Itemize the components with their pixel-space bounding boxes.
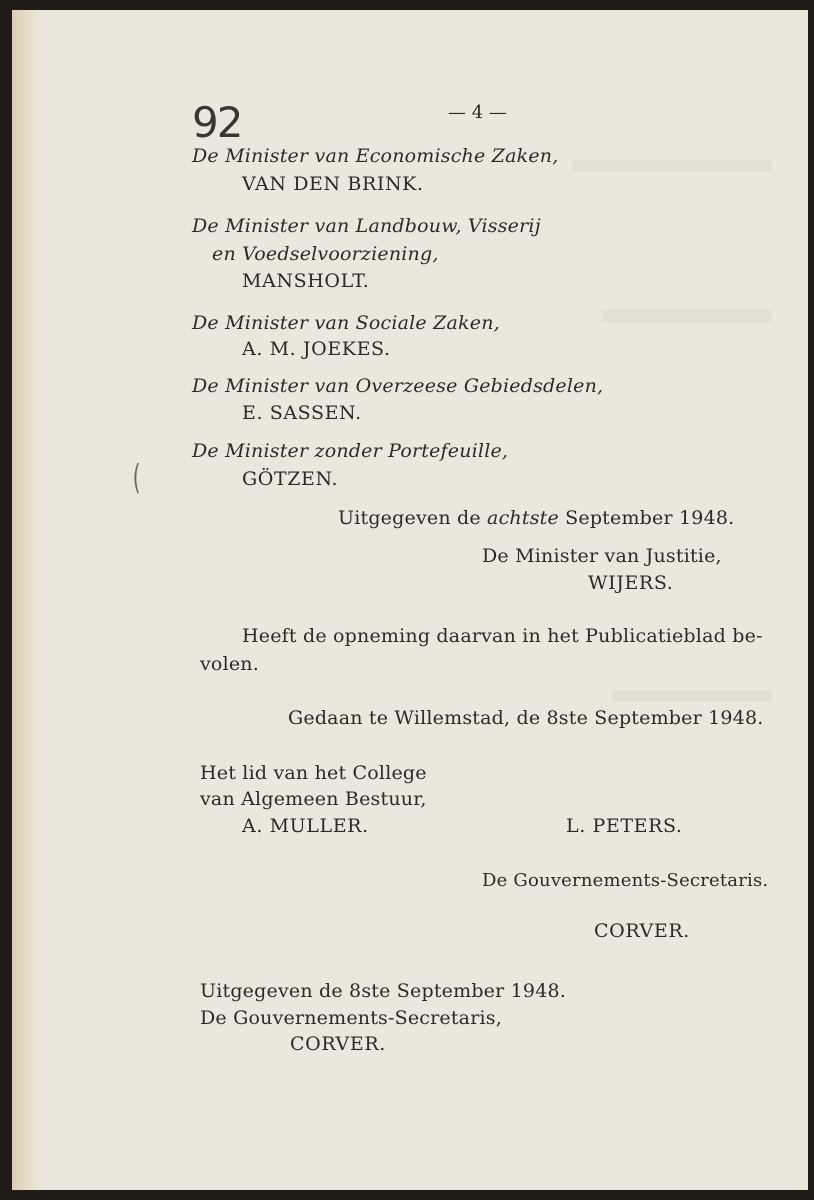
page-spine-shadow bbox=[12, 10, 42, 1190]
margin-mark: ( bbox=[132, 458, 141, 498]
college-line-2: van Algemeen Bestuur, bbox=[200, 788, 427, 810]
page-number: — 4 — bbox=[448, 102, 507, 123]
college-line-1: Het lid van het College bbox=[200, 762, 427, 784]
minister-name-agriculture: MANSHOLT. bbox=[242, 270, 370, 292]
secretary-title: De Gouvernements-Secretaris. bbox=[482, 870, 769, 891]
minister-name-without-portfolio: GÖTZEN. bbox=[242, 468, 339, 490]
minister-name-overseas: E. SASSEN. bbox=[242, 402, 362, 424]
minister-title-agriculture-2: en Voedselvoorziening, bbox=[212, 243, 439, 265]
minister-name-economic: VAN DEN BRINK. bbox=[242, 173, 424, 195]
order-line-1: Heeft de opneming daarvan in het Publicatieblad be- bbox=[242, 625, 763, 647]
justice-minister-title: De Minister van Justitie, bbox=[482, 545, 722, 567]
minister-name-social: A. M. JOEKES. bbox=[242, 338, 391, 360]
bleed-through-3 bbox=[612, 690, 772, 702]
minister-title-economic: De Minister van Economische Zaken, bbox=[192, 145, 559, 167]
bleed-through-2 bbox=[602, 310, 772, 322]
second-signer-name: L. PETERS. bbox=[566, 815, 683, 837]
bleed-through-1 bbox=[572, 160, 772, 172]
handwritten-page-number: 92 bbox=[192, 98, 242, 147]
issued-date-1: Uitgegeven de achtste September 1948. bbox=[338, 507, 735, 529]
secretary-name: CORVER. bbox=[594, 920, 690, 942]
document-page bbox=[12, 10, 808, 1190]
college-signer-name: A. MULLER. bbox=[242, 815, 369, 837]
minister-title-overseas: De Minister van Overzeese Gebiedsdelen, bbox=[192, 375, 604, 397]
minister-title-without-portfolio: De Minister zonder Portefeuille, bbox=[192, 440, 509, 462]
issued-date-2: Uitgegeven de 8ste September 1948. bbox=[200, 980, 567, 1002]
issued-secretary-title: De Gouvernements-Secretaris, bbox=[200, 1007, 502, 1029]
order-line-2: volen. bbox=[200, 653, 259, 675]
justice-minister-name: WIJERS. bbox=[588, 572, 674, 594]
minister-title-social: De Minister van Sociale Zaken, bbox=[192, 312, 500, 334]
done-at-line: Gedaan te Willemstad, de 8ste September 1948. bbox=[288, 707, 764, 729]
issued-secretary-name: CORVER. bbox=[290, 1033, 386, 1055]
minister-title-agriculture-1: De Minister van Landbouw, Visserij bbox=[192, 215, 541, 237]
